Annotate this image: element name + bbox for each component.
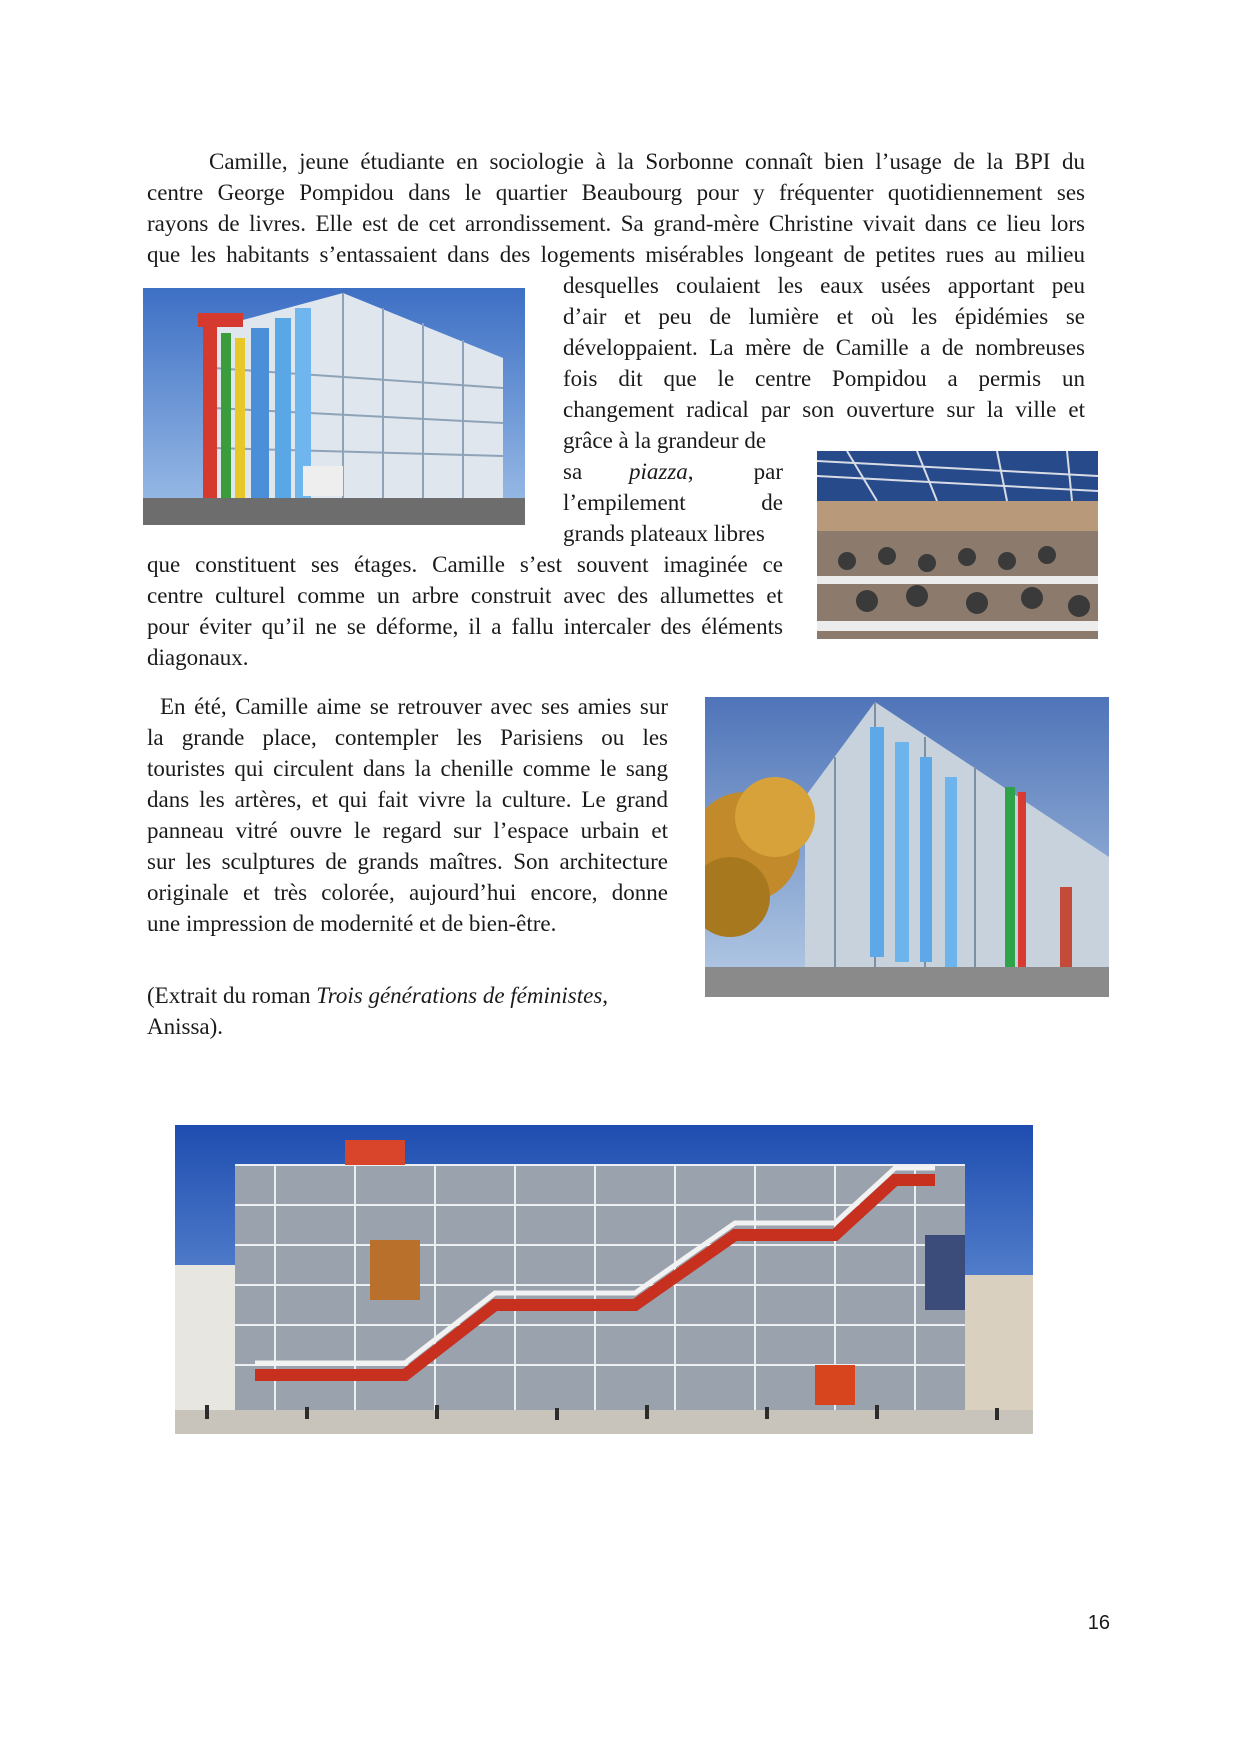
paragraph1-line-7: développaient. La mère de Camille a de nombreuses <box>563 335 1085 360</box>
paragraph1-line-9: changement radical par son ouverture sur la ville et <box>563 397 1085 422</box>
word-sa: sa <box>563 459 583 484</box>
photo-library-reading-room <box>817 451 1098 639</box>
word-piazza: piazza <box>629 459 688 484</box>
paragraph1-line-16: pour éviter qu’il ne se déforme, il a fallu intercaler des éléments <box>147 614 783 639</box>
photo-pompidou-colorful-facade <box>143 288 525 525</box>
paragraph1-line-4: que les habitants s’entassaient dans des logements misérables longeant de petites rues au milieu <box>147 242 1085 267</box>
paragraph2-line-1: En été, Camille aime se retrouver avec ses amies sur <box>160 694 668 719</box>
paragraph1-line-1: Camille, jeune étudiante en sociologie à la Sorbonne connaît bien l’usage de la BPI du <box>209 149 1085 174</box>
paragraph2-line-8: une impression de modernité et de bien-être. <box>147 911 557 936</box>
paragraph1-line-10: grâce à la grandeur de <box>563 428 767 453</box>
paragraph1-line-14: que constituent ses étages. Camille s’est souvent imaginée ce <box>147 552 783 577</box>
paragraph2-line-2: la grande place, contempler les Parisiens ou les <box>147 725 668 750</box>
paragraph2-line-7: originale et très colorée, aujourd’hui encore, donne <box>147 880 668 905</box>
citation-prefix: (Extrait du roman <box>147 983 317 1008</box>
paragraph1-line-15: centre culturel comme un arbre construit avec des allumettes et <box>147 583 783 608</box>
photo-pompidou-blue-pipes <box>705 697 1109 997</box>
paragraph1-line-17: diagonaux. <box>147 645 249 670</box>
paragraph1-line-6: d’air et peu de lumière et où les épidémies se <box>563 304 1085 329</box>
citation-title: Trois générations de féministes <box>316 983 603 1008</box>
paragraph2-line-4: dans les artères, et qui fait vivre la culture. Le grand <box>147 787 668 812</box>
paragraph2-line-5: panneau vitré ouvre le regard sur l’espace urbain et <box>147 818 668 843</box>
paragraph1-line-2: centre George Pompidou dans le quartier Beaubourg pour y fréquenter quotidiennement ses <box>147 180 1085 205</box>
piazza-comma: , <box>687 459 694 484</box>
paragraph1-line-12: l’empilement de <box>563 490 783 515</box>
citation-author: Anissa). <box>147 1014 224 1039</box>
paragraph1-line-3: rayons de livres. Elle est de cet arrondissement. Sa grand-mère Christine vivait dans ce lieu lors <box>147 211 1085 236</box>
word-par: par <box>753 459 783 484</box>
paragraph1-line-8: fois dit que le centre Pompidou a permis un <box>563 366 1085 391</box>
paragraph2-line-3: touristes qui circulent dans la chenille comme le sang <box>147 756 668 781</box>
paragraph2-line-6: sur les sculptures de grands maîtres. Son architecture <box>147 849 668 874</box>
photo-pompidou-escalator-facade <box>175 1125 1033 1434</box>
citation-line-1 <box>147 980 608 1011</box>
paragraph1-line-5: desquelles coulaient les eaux usées apportant peu <box>563 273 1085 298</box>
page-number: 16 <box>1087 1612 1110 1634</box>
citation-comma: , <box>602 983 609 1008</box>
paragraph1-line-13: grands plateaux libres <box>563 521 765 546</box>
